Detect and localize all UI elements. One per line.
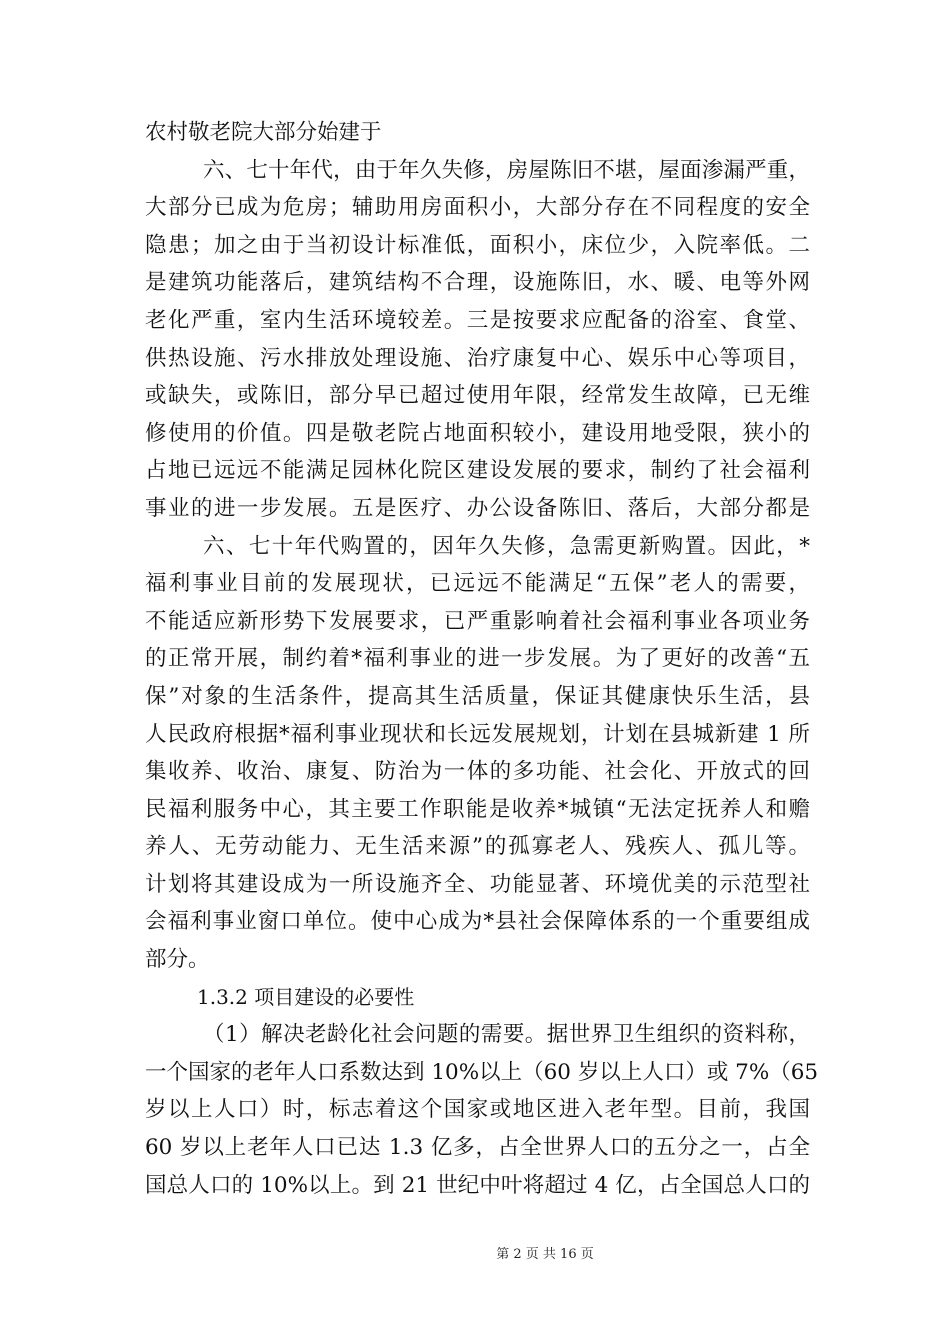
text-line: 计划将其建设成为一所设施齐全、功能显著、环境优美的示范型社 — [145, 871, 810, 897]
text-line: 不能适应新形势下发展要求，已严重影响着社会福利事业各项业务 — [145, 608, 810, 634]
text-line: 或缺失，或陈旧，部分早已超过使用年限，经常发生故障，已无维 — [145, 383, 810, 409]
text-line: 部分。 — [145, 947, 210, 973]
text-line: 是建筑功能落后，建筑结构不合理，设施陈旧，水、暖、电等外网 — [145, 270, 810, 296]
page-footer — [0, 1243, 950, 1262]
text-line: 隐患；加之由于当初设计标准低，面积小，床位少，入院率低。二 — [145, 232, 810, 258]
section-heading: 1.3.2 项目建设的必要性 — [197, 984, 415, 1009]
text-line: 六、七十年代，由于年久失修，房屋陈旧不堪，屋面渗漏严重， — [203, 157, 810, 183]
text-line: 人民政府根据*福利事业现状和长远发展规划，计划在县城新建 1 所 — [145, 721, 810, 747]
text-line: 养人、无劳动能力、无生活来源”的孤寡老人、残疾人、孤儿等。 — [145, 834, 810, 860]
text-line: 的正常开展，制约着*福利事业的进一步发展。为了更好的改善“五 — [145, 646, 810, 672]
text-line: 事业的进一步发展。五是医疗、办公设备陈旧、落后，大部分都是 — [145, 495, 810, 521]
document-body — [145, 114, 819, 1204]
text-line: 国总人口的 10%以上。到 21 世纪中叶将超过 4 亿，占全国总人口的 — [145, 1172, 810, 1198]
text-line: 占地已远远不能满足园林化院区建设发展的要求，制约了社会福利 — [145, 458, 810, 484]
text-line: 一个国家的老年人口系数达到 10%以上（60 岁以上人口）或 7%（65 — [145, 1059, 819, 1085]
text-line: 岁以上人口）时，标志着这个国家或地区进入老年型。目前，我国 — [145, 1097, 810, 1123]
text-line: 农村敬老院大部分始建于 — [145, 120, 382, 145]
text-line: 60 岁以上老年人口已达 1.3 亿多，占全世界人口的五分之一，占全 — [145, 1135, 810, 1161]
text-line: 民福利服务中心，其主要工作职能是收养*城镇“无法定抚养人和赡 — [145, 796, 810, 822]
page-number: 第 2 页 共 16 页 — [496, 1247, 594, 1262]
text-line: 福利事业目前的发展现状，已远远不能满足“五保”老人的需要， — [145, 571, 810, 597]
text-line: 会福利事业窗口单位。使中心成为*县社会保障体系的一个重要组成 — [145, 909, 810, 935]
text-line: （1）解决老龄化社会问题的需要。据世界卫生组织的资料称， — [203, 1022, 810, 1048]
text-line: 老化严重，室内生活环境较差。三是按要求应配备的浴室、食堂、 — [145, 307, 810, 333]
text-line: 大部分已成为危房；辅助用房面积小，大部分存在不同程度的安全 — [145, 195, 810, 221]
text-line: 保”对象的生活条件，提高其生活质量，保证其健康快乐生活，县 — [145, 683, 810, 709]
text-line: 修使用的价值。四是敬老院占地面积较小，建设用地受限，狭小的 — [145, 420, 810, 446]
text-line: 六、七十年代购置的，因年久失修，急需更新购置。因此，* — [203, 533, 810, 559]
text-line: 集收养、收治、康复、防治为一体的多功能、社会化、开放式的回 — [145, 759, 810, 785]
text-line: 供热设施、污水排放处理设施、治疗康复中心、娱乐中心等项目， — [145, 345, 810, 371]
